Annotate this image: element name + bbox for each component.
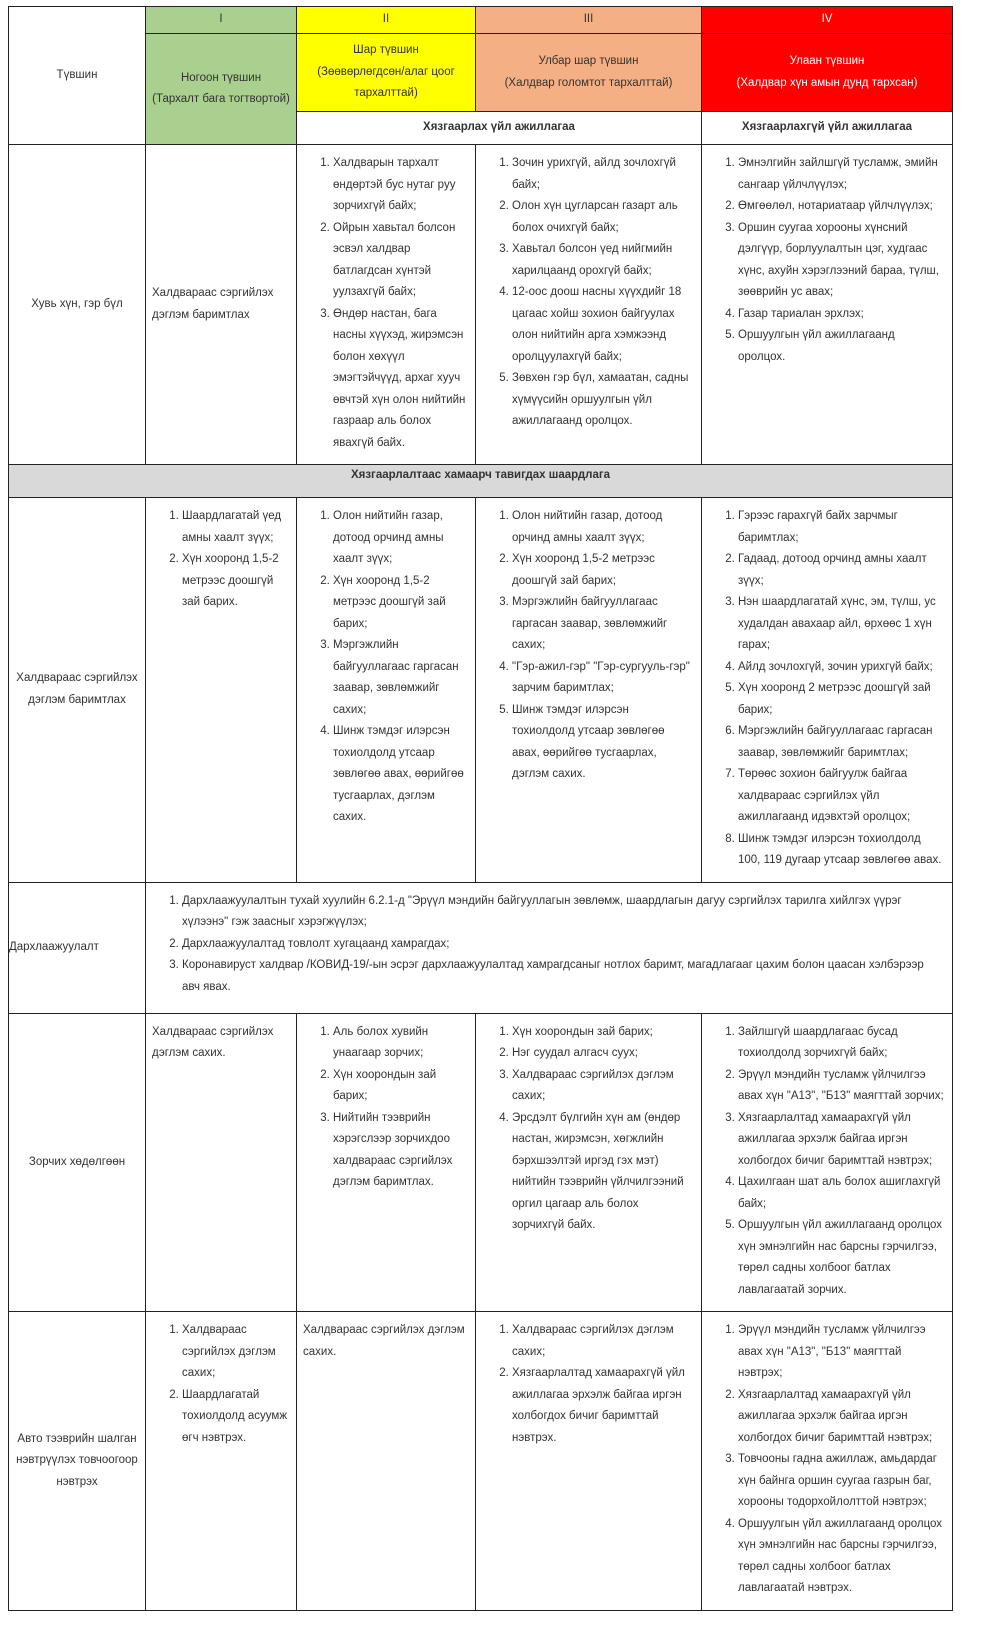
- list-item: 3. Товчооны гадна ажиллаж, амьдардаг хүн байнга оршин суугаа газрын баг, хорооны тодорхойлолттой нэвтрэх;: [738, 1449, 944, 1514]
- individual-green-text: Халдвараас сэргийлэх дэглэм баримтлах: [152, 287, 274, 321]
- list-item: 3. Халдвараас сэргийлэх дэглэм сахих;: [512, 1065, 693, 1108]
- auto-yellow-text: Халдвараас сэргийлэх дэглэм сахих.: [303, 1324, 465, 1358]
- list-item: 2. Хязгаарлалтад хамаарахгүй үйл ажиллагаа эрхэлж байгаа иргэн холбогдох бичиг баримттай нэвтрэх.: [512, 1363, 693, 1449]
- list-item: 4. 12-оос доош насны хүүхдийг 18 цагаас хойш зохион байгуулах олон нийтийн арга хэмжээнд оролцуулахгүй байх;: [512, 282, 693, 368]
- row-label-individual: [9, 145, 146, 465]
- travel-yellow-list: [297, 1014, 475, 1204]
- list-item: 5. Зөвхөн гэр бүл, хамаатан, садны хүмүүсийн оршуулгын үйл ажиллагаанд оролцох.: [512, 368, 693, 433]
- list-item: 2. Хүн хооронд 1,5-2 метрээс доошгүй зай барих;: [333, 571, 467, 636]
- travel-green-text: Халдвараас сэргийлэх дэглэм сахих.: [152, 1025, 274, 1059]
- list-item: 1. Аль болох хувийн унаагаар зорчих;: [333, 1022, 467, 1065]
- restriction-activity-header: Хязгаарлах үйл ажиллагаа: [297, 112, 702, 145]
- travel-green-cell: [146, 1013, 297, 1312]
- level-4-roman: IV: [702, 7, 953, 34]
- list-item: 2. Олон хүн цугларсан газарт аль болох очихгүй байх;: [512, 196, 693, 239]
- list-item: 2. Хүн хоорондын зай барих;: [333, 1065, 467, 1108]
- list-item: 1. Хүн хоорондын зай барих;: [512, 1022, 693, 1044]
- list-item: 5. Оршуулгын үйл ажиллагаанд оролцох.: [738, 325, 944, 368]
- list-item: 1. Зочин урихгүй, айлд зочлохгүй байх;: [512, 153, 693, 196]
- level-3-roman: III: [476, 7, 702, 34]
- list-item: 4. Оршуулгын үйл ажиллагаанд оролцох хүн эмнэлгийн нас барсны гэрчилгээ, төрөл садны холбоог батлах лавлагаатай нэвтрэх.: [738, 1514, 944, 1600]
- list-item: 5. Хүн хооронд 2 метрээс доошгүй зай барих;: [738, 678, 944, 721]
- level-header-label: [9, 7, 146, 145]
- level-4-header: [702, 34, 953, 112]
- row-label-text: Дархлаажуулалт: [9, 940, 99, 953]
- list-item: 2. Дархлаажуулалтад товлолт хугацаанд хамрагдах;: [182, 934, 944, 956]
- prevention-green-cell: [146, 498, 297, 883]
- list-item: 1. Халдвараас сэргийлэх дэглэм сахих;: [512, 1320, 693, 1363]
- non-restriction-activity-header: Хязгаарлахгүй үйл ажиллагаа: [702, 112, 953, 145]
- list-item: 1. Гэрээс гарахгүй байх зарчмыг баримтлах;: [738, 506, 944, 549]
- list-item: 2. Эрүүл мэндийн тусламж үйлчилгээ авах хүн "А13", "Б13" маягттай зорчих;: [738, 1065, 944, 1108]
- list-item: 1. Шаардлагатай үед амны хаалт зүүх;: [182, 506, 288, 549]
- individual-red-cell: [702, 145, 953, 465]
- list-item: 1. Олон нийтийн газар, дотоод орчинд амны хаалт зүүх;: [512, 506, 693, 549]
- level-3-title: Улбар шар түвшин: [538, 55, 639, 67]
- level-header-text: Түвшин: [56, 68, 98, 81]
- auto-red-list: [702, 1312, 952, 1610]
- level-4-title: Улаан түвшин: [789, 55, 865, 67]
- travel-red-list: [702, 1014, 952, 1312]
- list-item: 1. Эмнэлгийн зайлшгүй тусламж, эмийн сангаар үйлчлүүлэх;: [738, 153, 944, 196]
- list-item: 2. Хүн хооронд 1,5-2 метрээс доошгүй зай барих.: [182, 549, 288, 614]
- level-3-subtitle: (Халдвар голомтот тархалттай): [504, 76, 673, 89]
- travel-orange-list: [476, 1014, 701, 1247]
- individual-orange-cell: [476, 145, 702, 465]
- list-item: 4. Шинж тэмдэг илэрсэн тохиолдолд утсаар зөвлөгөө авах, өөрийгөө тусгаарлах, дэглэм сахих.: [333, 721, 467, 829]
- list-item: 2. Ойрын хавьтал болсон эсвэл халдвар батлагдсан хүнтэй уулзахгүй байх;: [333, 218, 467, 304]
- level-2-title: Шар түвшин: [353, 44, 419, 57]
- list-item: 4. Айлд зочлохгүй, зочин урихгүй байх;: [738, 657, 944, 679]
- list-item: 1. Халдвараас сэргийлэх дэглэм сахих;: [182, 1320, 288, 1385]
- row-label-auto-checkpoint: [9, 1312, 146, 1611]
- list-item: 2. Нэг суудал алгасч суух;: [512, 1043, 693, 1065]
- list-item: 3. Оршин суугаа хорооны хүнсний дэлгүүр, борлуулалтын цэг, худгаас хүнс, ахуйн хэрэглээний бараа, түлш, зөөврийн ус авах;: [738, 218, 944, 304]
- individual-red-list: [702, 145, 952, 378]
- list-item: 3. Хавьтал болсон үед нийгмийн харилцаанд орохгүй байх;: [512, 239, 693, 282]
- list-item: 1. Зайлшгүй шаардлагаас бусад тохиолдолд зорчихгүй байх;: [738, 1022, 944, 1065]
- auto-red-cell: [702, 1312, 953, 1611]
- list-item: 2. Хязгаарлалтад хамаарахгүй үйл ажиллагаа эрхэлж байгаа иргэн холбогдох бичиг баримттай нэвтрэх;: [738, 1385, 944, 1450]
- row-label-text: Авто тээврийн шалган нэвтрүүлэх товчоогоор нэвтрэх: [16, 1432, 138, 1488]
- level-2-roman: II: [297, 7, 476, 34]
- list-item: 7. Төрөөс зохион байгуулж байгаа халдвараас сэргийлэх үйл ажиллагаанд идэвхтэй оролцох;: [738, 764, 944, 829]
- auto-yellow-cell: [297, 1312, 476, 1611]
- vaccination-list: [146, 883, 952, 1009]
- prevention-orange-cell: [476, 498, 702, 883]
- auto-green-list: [146, 1312, 296, 1459]
- list-item: 1. Эрүүл мэндийн тусламж үйлчилгээ авах хүн "А13", "Б13" маягттай нэвтрэх;: [738, 1320, 944, 1385]
- list-item: 5. Оршуулгын үйл ажиллагаанд оролцох хүн эмнэлгийн нас барсны гэрчилгээ, төрөл садны холбоог батлах лавлагаатай зорчих.: [738, 1215, 944, 1301]
- row-label-text: Халдвараас сэргийлэх дэглэм баримтлах: [16, 672, 138, 706]
- list-item: 3. Нэн шаардлагатай хүнс, эм, түлш, ус худалдан авахаар айл, өрхөөс 1 хүн гарах;: [738, 592, 944, 657]
- list-item: 4. Газар тариалан эрхлэх;: [738, 304, 944, 326]
- prevention-green-list: [146, 498, 296, 624]
- list-item: 3. Өндөр настан, бага насны хүүхэд, жирэмсэн болон хөхүүл эмэгтэйчүүд, архаг хууч өвчтэй хүн олон нийтийн газраар аль болох явахгүй байх.: [333, 304, 467, 455]
- individual-orange-list: [476, 145, 701, 443]
- list-item: 1. Халдварын тархалт өндөртэй бус нутаг руу зорчихгүй байх;: [333, 153, 467, 218]
- level-2-subtitle: (Зөөвөрлөгдсөн/алаг цоог тархалттай): [317, 65, 455, 100]
- level-1-subtitle: (Тархалт бага тогтвортой): [152, 93, 290, 105]
- vaccination-cell: [146, 882, 953, 1013]
- auto-green-cell: [146, 1312, 297, 1611]
- level-1-header: [146, 34, 297, 145]
- list-item: 4. Эрсдэлт бүлгийн хүн ам (өндөр настан, жирэмсэн, хөгжлийн бэрхшээлтэй иргэд гэх мэт) нийтийн тээврийн үйлчилгээний оргил цагаар аль болох зорчихгүй байх.: [512, 1108, 693, 1237]
- list-item: 2. Хүн хооронд 1,5-2 метрээс доошгүй зай барих;: [512, 549, 693, 592]
- row-label-prevention: [9, 498, 146, 883]
- row-label-text: Зорчих хөдөлгөөн: [28, 1155, 126, 1168]
- row-label-text: Хувь хүн, гэр бүл: [31, 297, 123, 310]
- prevention-yellow-list: [297, 498, 475, 839]
- row-label-travel: [9, 1013, 146, 1312]
- level-1-title: Ногоон түвшин: [180, 71, 262, 84]
- requirements-band: Хязгаарлалтаас хамаарч тавигдах шаардлага: [9, 465, 953, 498]
- restriction-levels-table: [8, 6, 953, 1611]
- list-item: 5. Шинж тэмдэг илэрсэн тохиолдолд утсаар зөвлөгөө авах, өөрийгөө тусгаарлах, дэглэм сахих.: [512, 700, 693, 786]
- list-item: 3. Мэргэжлийн байгууллагаас гаргасан заавар, зөвлөмжийг сахих;: [333, 635, 467, 721]
- auto-orange-cell: [476, 1312, 702, 1611]
- prevention-yellow-cell: [297, 498, 476, 883]
- level-2-header: [297, 34, 476, 112]
- list-item: 1. Дархлаажуулалтын тухай хуулийн 6.2.1-д "Эрүүл мэндийн байгууллагын зөвлөмж, шаардлагын дагуу сэргийлэх тарилга хийлгэх үүрэг хүлээнэ" гэж заасныг хэрэгжүүлэх;: [182, 891, 944, 934]
- list-item: 2. Гадаад, дотоод орчинд амны хаалт зүүх;: [738, 549, 944, 592]
- list-item: 3. Коронавируст халдвар /КОВИД-19/-ын эсрэг дархлаажуулалтад хамрагдсаныг нотлох баримт, магадлагааг цахим болон цаасан хэлбэрээр авч явах.: [182, 955, 944, 998]
- individual-yellow-list: [297, 145, 475, 464]
- list-item: 8. Шинж тэмдэг илэрсэн тохиолдолд 100, 119 дугаар утсаар зөвлөгөө авах.: [738, 829, 944, 872]
- level-1-roman: I: [146, 7, 297, 34]
- row-label-vaccination: [9, 882, 146, 1013]
- list-item: 3. Нийтийн тээврийн хэрэгслээр зорчихдоо халдвараас сэргийлэх дэглэм баримтлах.: [333, 1108, 467, 1194]
- individual-yellow-cell: [297, 145, 476, 465]
- list-item: 3. Мэргэжлийн байгууллагаас гаргасан заавар, зөвлөмжийг сахих;: [512, 592, 693, 657]
- list-item: 2. Шаардлагатай тохиолдолд асуумж өгч нэвтрэх.: [182, 1385, 288, 1450]
- list-item: 4. "Гэр-ажил-гэр" "Гэр-сургууль-гэр" зарчим баримтлах;: [512, 657, 693, 700]
- travel-yellow-cell: [297, 1013, 476, 1312]
- prevention-red-cell: [702, 498, 953, 883]
- prevention-red-list: [702, 498, 952, 882]
- list-item: 1. Олон нийтийн газар, дотоод орчинд амны хаалт зүүх;: [333, 506, 467, 571]
- prevention-orange-list: [476, 498, 701, 796]
- auto-orange-list: [476, 1312, 701, 1459]
- level-3-header: [476, 34, 702, 112]
- travel-red-cell: [702, 1013, 953, 1312]
- level-4-subtitle: (Халдвар хүн амын дунд тархсан): [736, 76, 918, 89]
- list-item: 6. Мэргэжлийн байгууллагаас гаргасан заавар, зөвлөмжийг баримтлах;: [738, 721, 944, 764]
- travel-orange-cell: [476, 1013, 702, 1312]
- individual-green-cell: [146, 145, 297, 465]
- list-item: 3. Хязгаарлалтад хамаарахгүй үйл ажиллагаа эрхэлж байгаа иргэн холбогдох бичиг баримттай нэвтрэх;: [738, 1108, 944, 1173]
- list-item: 4. Цахилгаан шат аль болох ашиглахгүй байх;: [738, 1172, 944, 1215]
- list-item: 2. Өмгөөлөл, нотариатаар үйлчлүүлэх;: [738, 196, 944, 218]
